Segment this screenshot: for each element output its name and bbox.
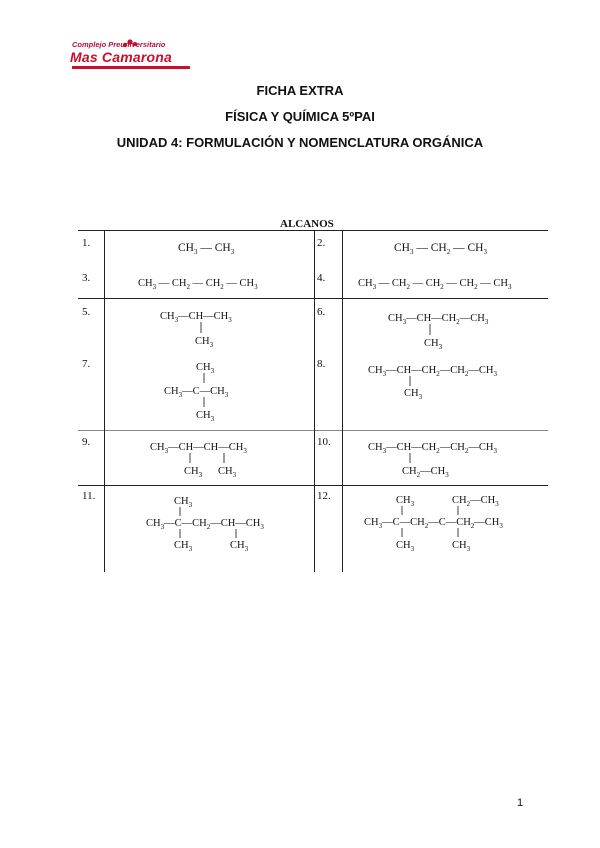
table-row-divider <box>78 430 548 431</box>
svg-text:CH3—C—CH2—CH—CH3: $CH_3—C—CH_2—CH—CH_3$ <box>146 518 264 531</box>
svg-text:CH3—C—CH2—C—CH2—CH3: $CH_3—C—CH_2—C—CH_2—CH_3$ <box>364 517 503 530</box>
item-number: 12. <box>317 490 331 502</box>
table-col-divider <box>104 230 105 572</box>
svg-text:CH3: $CH_3$ <box>230 540 249 553</box>
svg-text:CH3—CH—CH2—CH2—CH3: $CH_3—CH—CH_2—CH_2—CH_3$ <box>368 365 497 378</box>
svg-text:CH3: $CH_3$ <box>184 466 203 479</box>
svg-text:CH3—CH—CH—CH3: $CH_3—CH—CH—CH_3$ <box>150 442 247 455</box>
formula-7 <box>108 356 348 423</box>
page-headings <box>0 80 600 158</box>
formula-4-drawing <box>344 270 548 294</box>
item-number: 11. <box>82 490 96 502</box>
svg-text:CH3: $CH_3$ <box>195 336 214 349</box>
formula-6 <box>348 302 588 362</box>
formula-10 <box>344 434 584 494</box>
svg-text:CH3: $CH_3$ <box>174 496 193 509</box>
item-number: 9. <box>82 436 91 448</box>
formula-11 <box>108 490 348 553</box>
formula-12 <box>344 490 584 553</box>
item-number: 1. <box>82 237 91 249</box>
heading-line-3: UNIDAD 4: FORMULACIÓN Y NOMENCLATURA ORGÁNICA <box>116 135 484 150</box>
formula-1-drawing <box>108 234 308 258</box>
logo-subtitle: Complejo Preuniversitario <box>72 40 166 49</box>
formula-2-drawing <box>348 234 548 258</box>
page-number: 1 <box>517 797 524 809</box>
item-number: 4. <box>317 272 326 284</box>
svg-text:CH3: $CH_3$ <box>396 540 415 553</box>
svg-text:CH3—CH—CH2—CH2—CH3: $CH_3—CH—CH_2—CH_2—CH_3$ <box>368 442 497 455</box>
svg-text:CH3: $CH_3$ <box>196 410 215 423</box>
item-number: 2. <box>317 237 326 249</box>
item-number: 7. <box>82 358 91 370</box>
formula-7-drawing <box>108 356 308 426</box>
section-title: ALCANOS <box>280 218 334 230</box>
formula-3-drawing <box>108 270 314 294</box>
svg-text:CH3—CH—CH2—CH3: $CH_3—CH—CH_2—CH_3$ <box>388 313 489 326</box>
table-top-border <box>78 230 548 231</box>
svg-text:CH3: $CH_3$ <box>396 495 415 508</box>
svg-text:CH3 — CH2 — CH2 — CH3: $CH_3$ — $CH_2$ — $CH_2$ — $CH_3$ <box>138 278 258 291</box>
formula-5-drawing <box>108 302 308 352</box>
heading-line-1: FICHA EXTRA <box>256 83 344 98</box>
item-number: 8. <box>317 358 326 370</box>
item-number: 10. <box>317 436 331 448</box>
item-number: 3. <box>82 272 91 284</box>
svg-text:CH3: $CH_3$ <box>196 362 215 375</box>
svg-text:CH3: $CH_3$ <box>174 540 193 553</box>
formula-10-drawing <box>344 434 548 484</box>
formula-8 <box>344 356 584 416</box>
svg-text:CH3: $CH_3$ <box>218 466 237 479</box>
svg-text:CH3: $CH_3$ <box>452 540 471 553</box>
item-number: 5. <box>82 306 91 318</box>
formula-5 <box>108 302 348 362</box>
formula-11-drawing <box>108 490 314 560</box>
svg-text:CH3 — CH3: $CH_3$ — $CH_3$ <box>178 242 235 256</box>
brand-logo <box>70 38 200 74</box>
formula-6-drawing <box>348 302 548 352</box>
svg-text:CH3: $CH_3$ <box>424 338 443 351</box>
svg-text:CH3—CH—CH3: $CH_3—CH—CH_3$ <box>160 311 232 324</box>
item-number: 6. <box>317 306 326 318</box>
formula-9 <box>108 434 348 494</box>
svg-text:CH3—C—CH3: $CH_3—C—CH_3$ <box>164 386 229 399</box>
logo-underline <box>72 66 190 69</box>
logo-title: Mas Camarona <box>70 49 172 65</box>
heading-line-2: FÍSICA Y QUÍMICA 5ºPAI <box>225 109 375 124</box>
formula-8-drawing <box>344 356 548 416</box>
svg-text:CH2—CH3: $CH_2—CH_3$ <box>452 495 499 508</box>
svg-text:CH3 — CH2 — CH2 — CH2 — CH3: $CH_3$ — $CH_2$ — $CH_2$ — $CH_2$ — $CH_3$ <box>358 278 512 291</box>
formula-12-drawing <box>344 490 548 560</box>
svg-text:CH2—CH3: $CH_2—CH_3$ <box>402 466 449 479</box>
svg-text:CH3: $CH_3$ <box>404 388 423 401</box>
formula-9-drawing <box>108 434 308 484</box>
svg-text:CH3 — CH2 — CH3: $CH_3$ — $CH_2$ — $CH_3$ <box>394 242 487 256</box>
alkanes-table <box>78 230 548 572</box>
